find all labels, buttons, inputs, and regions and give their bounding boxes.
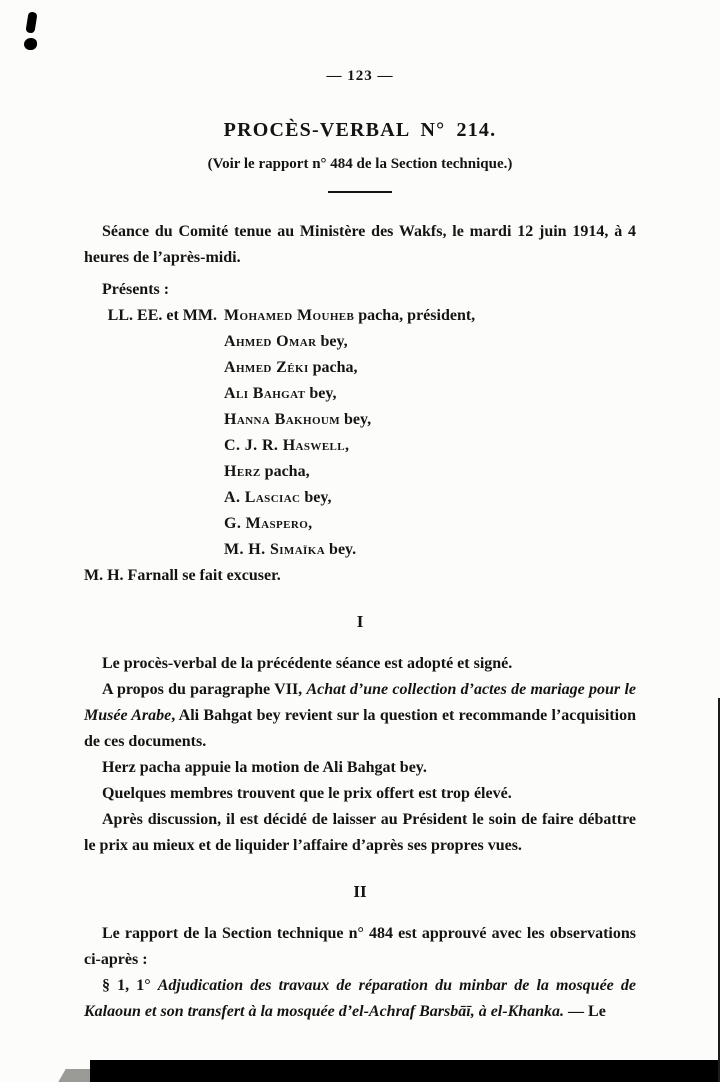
document-body [0,219,720,1025]
text-segment: Le procès-verbal de la précédente séance est adopté et signé. [102,655,513,672]
scan-artifact-bottom-edge [90,1060,720,1082]
attendee-row [224,329,636,355]
attendee-row [224,381,636,407]
attendee-suffix: bey, [300,489,332,506]
attendee-row [224,511,636,537]
section-heading-2: II [353,882,367,901]
paragraph [84,755,636,781]
attendee-suffix: pacha, [308,359,358,376]
attendee-suffix: pacha, [260,463,310,480]
text-segment: Le rapport de la Section technique n° 484 est approuvé avec les observations ci-après : [84,925,636,968]
page-subtitle: (Voir le rapport n° 484 de la Section technique.) [207,156,513,172]
attendee-name: Mohamed Mouheb [224,307,355,324]
attendee-row [224,485,636,511]
attendee-name: M. H. Simaïka [224,541,326,558]
separator-rule [328,191,392,193]
page-number: — 123 — [326,68,394,84]
paragraph [84,677,636,755]
attendee-suffix: pacha, président, [354,307,476,324]
attendees-list [107,303,636,563]
attendee-row [224,459,636,485]
text-segment: Herz pacha appuie la motion de Ali Bahgat bey. [102,759,427,776]
attendee-suffix: bey, [305,385,337,402]
italic-segment: Achat d’une collection d’actes de mariage pour le Musée Arabe [84,681,636,724]
attendee-row [224,407,636,433]
attendee-suffix: bey, [340,411,372,428]
italic-segment: Adjudication des travaux de réparation du minbar de la mosquée de Kalaoun et son transfert à la mosquée d’el-Achraf Barsbāī, à el-Khanka. [84,977,636,1020]
attendee-row [224,355,636,381]
attendee-name: Ahmed Omar [224,333,317,350]
text-segment: — Le [564,1003,606,1020]
attendee-name: A. Lasciac [224,489,301,506]
attendee-name: C. J. R. Haswell [224,437,346,454]
presents-label: Présents : [102,281,170,298]
attendee-suffix: , [308,515,313,532]
excused-note: M. H. Farnall se fait excuser. [84,567,281,584]
text-segment: § 1, 1° [102,977,158,994]
paragraph [84,781,636,807]
page-title: PROCÈS-VERBAL N° 214. [223,119,497,141]
paragraph [84,807,636,859]
text-segment: A propos du paragraphe VII, [102,681,307,698]
paragraph [84,921,636,973]
attendee-name: Herz [224,463,261,480]
attendee-name: G. Maspero [224,515,309,532]
text-segment: Après discussion, il est décidé de laisser au Président le soin de faire débattre le prix au mieux et de liquider l’affaire d’après ses propres vues. [84,811,636,854]
attendee-suffix: bey, [316,333,348,350]
opening-paragraph: Séance du Comité tenue au Ministère des Wakfs, le mardi 12 juin 1914, à 4 heures de l’après-midi. [84,223,636,266]
attendee-name: Ahmed Zéki [224,359,309,376]
attendee-name: Hanna Bakhoum [224,411,341,428]
attendee-suffix: bey. [325,541,357,558]
text-segment: Quelques membres trouvent que le prix offert est trop élevé. [102,785,512,802]
attendee-row [107,303,636,329]
section-heading-1: I [356,612,364,631]
attendee-row [224,537,636,563]
paragraph [84,973,636,1025]
attendee-suffix: , [345,437,350,454]
scan-artifact-top-left-2 [24,38,37,50]
attendee-row [224,433,636,459]
text-segment: , Ali Bahgat bey revient sur la question et recommande l’acquisition de ces documents. [84,707,636,750]
attendees-prefix: LL. EE. et MM. [107,307,217,324]
attendee-name: Ali Bahgat [224,385,306,402]
paragraph [84,651,636,677]
